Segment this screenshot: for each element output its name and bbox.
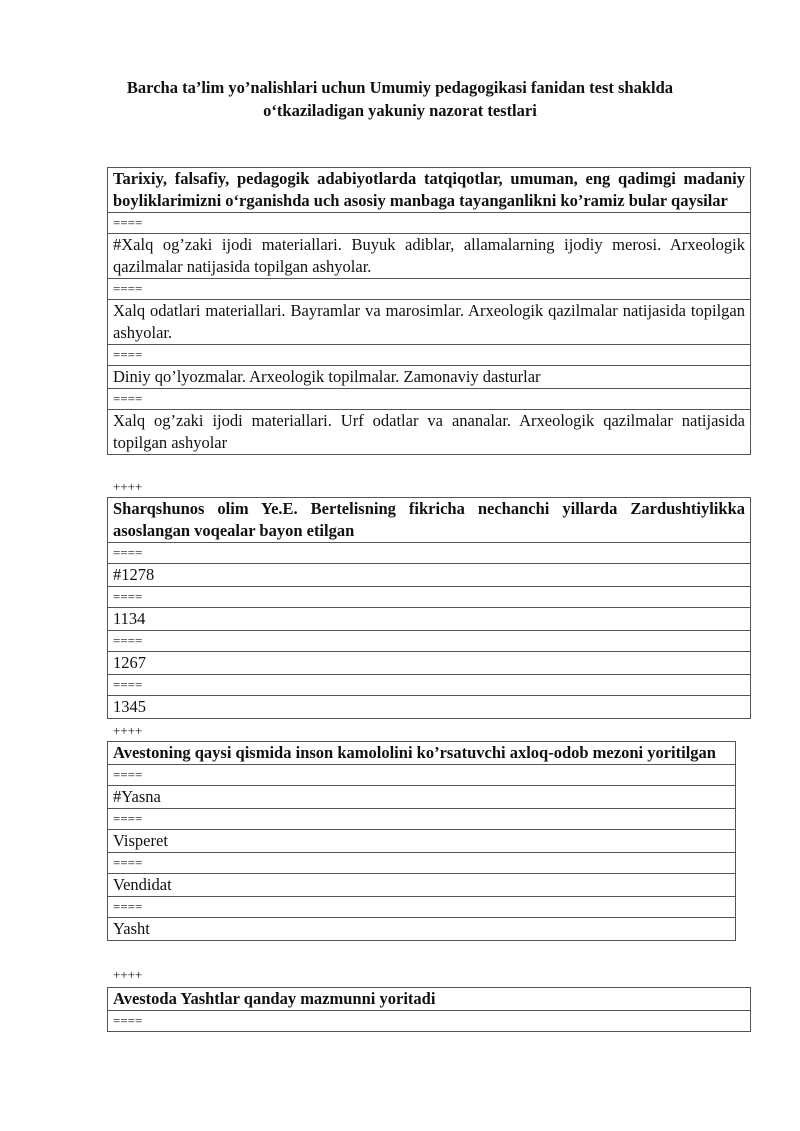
question-text: Sharqshunos olim Ye.E. Bertelisning fikricha nechanchi yillarda Zardushtiylikka asoslangan voqealar bayon etilgan xyxy=(108,498,751,543)
block-separator: ++++ xyxy=(113,967,143,982)
answer-option: #Yasna xyxy=(108,786,736,809)
separator: ==== xyxy=(108,345,751,366)
answer-option: Vendidat xyxy=(108,874,736,897)
separator: ==== xyxy=(108,389,751,410)
question-text: Avestoda Yashtlar qanday mazmunni yoritadi xyxy=(108,988,751,1011)
answer-option: #1278 xyxy=(108,564,751,587)
separator: ==== xyxy=(108,631,751,652)
separator: ==== xyxy=(108,809,736,830)
question-text: Tarixiy, falsafiy, pedagogik adabiyotlarda tatqiqotlar, umuman, eng qadimgi madaniy boyliklarimizni o‘rganishda uch asosiy manbaga tayanganlikni ko’ramiz bular qaysilar xyxy=(108,168,751,213)
answer-option: 1345 xyxy=(108,696,751,719)
answer-option: Xalq odatlari materiallari. Bayramlar va marosimlar. Arxeologik qazilmalar natijasida topilgan ashyolar. xyxy=(108,300,751,345)
separator: ==== xyxy=(108,213,751,234)
separator: ==== xyxy=(108,543,751,564)
separator: ==== xyxy=(108,1011,751,1032)
question-block-3 xyxy=(107,741,736,941)
question-text: Avestoning qaysi qismida inson kamololini ko’rsatuvchi axloq-odob mezoni yoritilgan xyxy=(108,742,736,765)
separator: ==== xyxy=(108,897,736,918)
separator: ==== xyxy=(108,279,751,300)
separator: ==== xyxy=(108,587,751,608)
block-separator: ++++ xyxy=(113,479,143,494)
question-block-1 xyxy=(107,167,751,455)
separator: ==== xyxy=(108,853,736,874)
answer-option: Diniy qo’lyozmalar. Arxeologik topilmalar. Zamonaviy dasturlar xyxy=(108,366,751,389)
separator: ==== xyxy=(108,675,751,696)
answer-option: #Xalq og’zaki ijodi materiallari. Buyuk adiblar, allamalarning ijodiy merosi. Arxeologik qazilmalar natijasida topilgan ashyolar. xyxy=(108,234,751,279)
question-block-4 xyxy=(107,987,751,1032)
document-title xyxy=(90,76,710,122)
question-block-2 xyxy=(107,497,751,719)
block-separator: ++++ xyxy=(113,723,143,738)
title-line-1: Barcha ta’lim yo’nalishlari uchun Umumiy pedagogikasi fanidan test shaklda xyxy=(126,78,674,97)
answer-option: Xalq og’zaki ijodi materiallari. Urf odatlar va ananalar. Arxeologik qazilmalar natijasida topilgan ashyolar xyxy=(108,410,751,455)
separator: ==== xyxy=(108,765,736,786)
answer-option: 1134 xyxy=(108,608,751,631)
answer-option: 1267 xyxy=(108,652,751,675)
answer-option: Visperet xyxy=(108,830,736,853)
answer-option: Yasht xyxy=(108,918,736,941)
title-line-2: o‘tkaziladigan yakuniy nazorat testlari xyxy=(263,101,537,120)
